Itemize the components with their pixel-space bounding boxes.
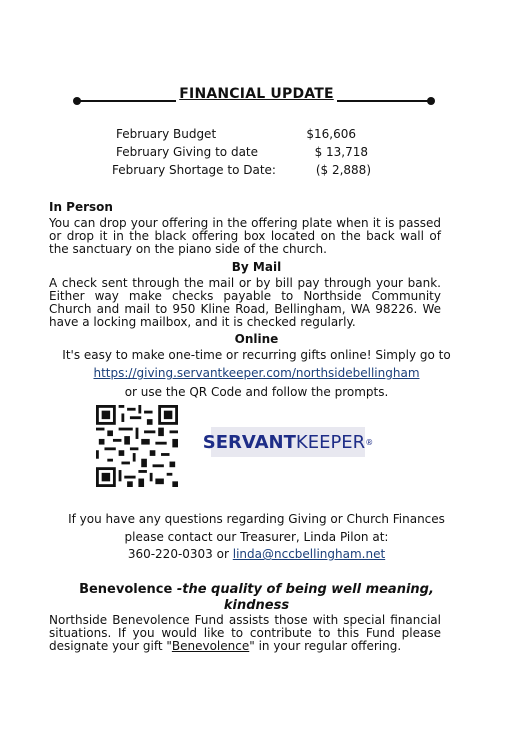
benevolence-definition: -the quality of being well meaning, <box>172 582 434 597</box>
benevolence-gift-name: Benevolence <box>171 639 250 653</box>
contact-line1: If you have any questions regarding Giving or Church Finances <box>68 512 445 526</box>
benevolence-definition-2: kindness <box>223 598 290 613</box>
qr-code-icon[interactable] <box>96 405 178 487</box>
online-heading: Online <box>234 332 279 346</box>
budget-value-1: $16,606 <box>306 127 356 141</box>
budget-value-3: ($ 2,888) <box>315 163 371 177</box>
contact-phone: 360-220-0303 or <box>127 547 229 561</box>
budget-label-3: February Shortage to Date: <box>112 163 276 177</box>
benevolence-heading: Benevolence <box>79 582 173 597</box>
budget-label-1: February Budget <box>116 127 217 141</box>
online-line1: It's easy to make one-time or recurring gifts online! Simply go to <box>62 348 451 362</box>
servantkeeper-logo: SERVANT KEEPER ® <box>211 427 365 457</box>
in-person-heading: In Person <box>49 200 113 214</box>
contact-line2: please contact our Treasurer, Linda Pilon at: <box>124 530 389 544</box>
giving-link[interactable]: https://giving.servantkeeper.com/northsidebellingham <box>93 366 420 380</box>
budget-value-2: $ 13,718 <box>314 145 368 159</box>
in-person-text: You can drop your offering in the offering plate when it is passed or drop it in the black offering box located on the back wall of the sanctuary on the piano side of the church. <box>49 216 441 256</box>
by-mail-text: A check sent through the mail or by bill pay through your bank. Either way make checks payable to Northside Community Church and mail to 950 Kline Road, Bellingham, WA 98226. We have a locking mailbox, and it is checked regularly. <box>49 276 441 329</box>
by-mail-heading: By Mail <box>231 260 282 274</box>
treasurer-email-link[interactable]: linda@nccbellingham.net <box>232 547 386 561</box>
page-title: FINANCIAL UPDATE <box>0 86 513 102</box>
benevolence-text: Northside Benevolence Fund assists those with special financial situations. If you would like to contribute to this Fund please designate your gift "Benevolence" in your regular offering. <box>49 613 441 653</box>
online-line2: or use the QR Code and follow the prompts. <box>124 385 389 399</box>
budget-label-2: February Giving to date <box>116 145 259 159</box>
